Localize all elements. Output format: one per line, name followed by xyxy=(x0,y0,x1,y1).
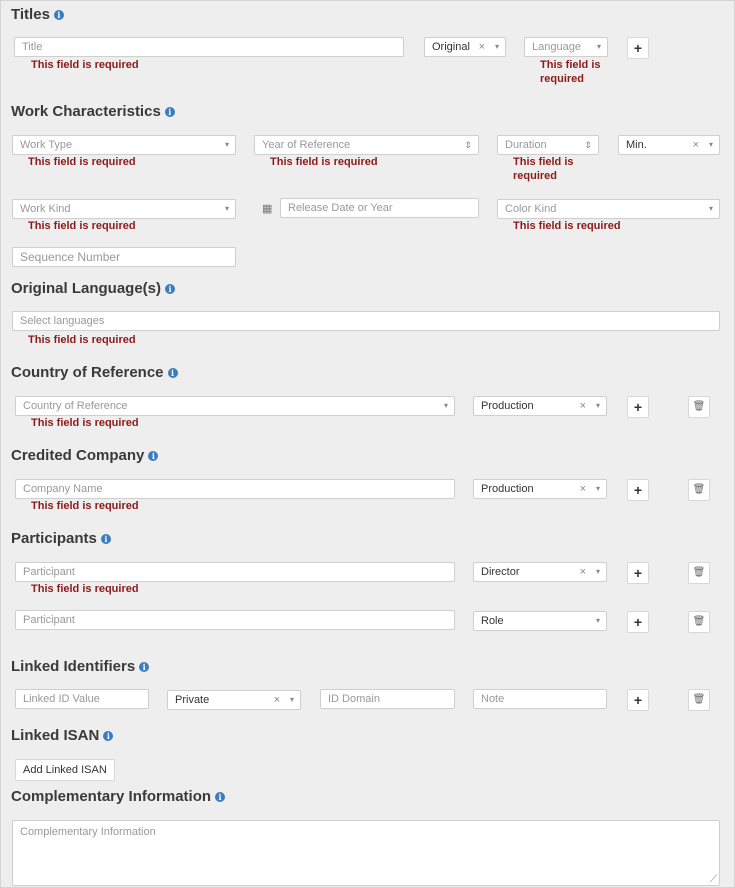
info-icon[interactable]: i xyxy=(54,10,64,20)
company-role-select[interactable]: Production × ▾ xyxy=(473,479,607,499)
add-participant-button[interactable]: + xyxy=(627,611,649,633)
add-linked-isan-button[interactable]: Add Linked ISAN xyxy=(15,759,115,781)
chevron-down-icon: ▾ xyxy=(595,484,600,493)
info-icon[interactable]: i xyxy=(148,451,158,461)
work-kind-select[interactable]: Work Kind ▾ xyxy=(12,199,236,219)
delete-participant-button[interactable]: 🗑 xyxy=(688,611,710,633)
release-date-input[interactable]: Release Date or Year xyxy=(280,198,479,218)
participants-heading xyxy=(11,530,111,547)
work-heading xyxy=(11,103,175,120)
participant-role-select[interactable]: Role ▾ xyxy=(473,611,607,631)
duration-error: This field is required xyxy=(513,156,574,182)
color-kind-error: This field is required xyxy=(513,220,621,232)
title-language-select[interactable]: Language ▾ xyxy=(524,37,608,57)
note-input[interactable]: Note xyxy=(473,689,607,709)
country-select[interactable]: Country of Reference ▾ xyxy=(15,396,455,416)
linked-id-value-input[interactable]: Linked ID Value xyxy=(15,689,149,709)
year-error: This field is required xyxy=(270,156,378,168)
title-input[interactable]: Title xyxy=(14,37,404,57)
work-kind-error: This field is required xyxy=(28,220,136,232)
complementary-heading xyxy=(11,788,225,805)
info-icon[interactable]: i xyxy=(103,731,113,741)
duration-unit-select[interactable]: Min. × ▾ xyxy=(618,135,720,155)
country-role-select[interactable]: Production × ▾ xyxy=(473,396,607,416)
participants-heading-text: Participants xyxy=(11,530,97,547)
company-heading xyxy=(11,447,158,464)
chevron-down-icon: ▾ xyxy=(596,42,601,51)
company-name-input[interactable]: Company Name xyxy=(15,479,455,499)
title-type-select[interactable]: Original × ▾ xyxy=(424,37,506,57)
chevron-down-icon: ▾ xyxy=(224,140,229,149)
participant-error: This field is required xyxy=(31,583,139,595)
work-type-select[interactable]: Work Type ▾ xyxy=(12,135,236,155)
titles-heading-text: Titles xyxy=(11,6,50,23)
info-icon[interactable]: i xyxy=(215,792,225,802)
info-icon[interactable]: i xyxy=(168,368,178,378)
calendar-icon[interactable]: ▦ xyxy=(262,203,273,215)
chevron-down-icon: ▾ xyxy=(595,616,600,625)
chevron-down-icon: ▾ xyxy=(224,204,229,213)
languages-heading-text: Original Language(s) xyxy=(11,280,162,297)
language-error: This field is required xyxy=(540,59,601,85)
delete-country-button[interactable]: 🗑 xyxy=(688,396,710,418)
chevron-down-icon: ▾ xyxy=(708,204,713,213)
chevron-down-icon: ▾ xyxy=(595,567,600,576)
participant-input[interactable]: Participant xyxy=(15,610,455,630)
add-title-button[interactable]: + xyxy=(627,37,649,59)
add-company-button[interactable]: + xyxy=(627,479,649,501)
languages-heading xyxy=(11,280,175,297)
info-icon[interactable]: i xyxy=(165,284,175,294)
linked-ids-heading xyxy=(11,658,149,675)
chevron-down-icon: ▾ xyxy=(708,140,713,149)
year-input[interactable]: Year of Reference ⇕ xyxy=(254,135,479,155)
delete-linked-id-button[interactable]: 🗑 xyxy=(688,689,710,711)
participant-input[interactable]: Participant xyxy=(15,562,455,582)
linked-isan-heading-text: Linked ISAN xyxy=(11,727,100,744)
delete-company-button[interactable]: 🗑 xyxy=(688,479,710,501)
title-error: This field is required xyxy=(31,59,139,71)
delete-participant-button[interactable]: 🗑 xyxy=(688,562,710,584)
participant-role-select[interactable]: Director × ▾ xyxy=(473,562,607,582)
linked-id-visibility-select[interactable]: Private × ▾ xyxy=(167,690,301,710)
sequence-number-input[interactable]: Sequence Number xyxy=(12,247,236,267)
chevron-down-icon: ▾ xyxy=(494,42,499,51)
complementary-textarea[interactable]: Complementary Information ⟋ xyxy=(12,820,720,886)
complementary-heading-text: Complementary Information xyxy=(11,788,212,805)
id-domain-input[interactable]: ID Domain xyxy=(320,689,455,709)
linked-isan-heading xyxy=(11,727,113,744)
chevron-down-icon: ▾ xyxy=(289,695,294,704)
add-linked-id-button[interactable]: + xyxy=(627,689,649,711)
clear-icon[interactable]: × xyxy=(478,41,485,53)
color-kind-select[interactable]: Color Kind ▾ xyxy=(497,199,720,219)
country-error: This field is required xyxy=(31,417,139,429)
clear-icon[interactable]: × xyxy=(273,694,280,706)
clear-icon[interactable]: × xyxy=(579,400,586,412)
info-icon[interactable]: i xyxy=(165,107,175,117)
resize-handle-icon[interactable]: ⟋ xyxy=(710,874,717,885)
duration-input[interactable]: Duration ⇕ xyxy=(497,135,599,155)
spinner-icon[interactable]: ⇕ xyxy=(464,140,472,150)
add-country-button[interactable]: + xyxy=(627,396,649,418)
chevron-down-icon: ▾ xyxy=(595,401,600,410)
languages-select[interactable]: Select languages xyxy=(12,311,720,331)
add-participant-button[interactable]: + xyxy=(627,562,649,584)
clear-icon[interactable]: × xyxy=(579,566,586,578)
work-heading-text: Work Characteristics xyxy=(11,103,161,120)
chevron-down-icon: ▾ xyxy=(443,401,448,410)
country-heading-text: Country of Reference xyxy=(11,364,164,381)
clear-icon[interactable]: × xyxy=(579,483,586,495)
spinner-icon[interactable]: ⇕ xyxy=(584,140,592,150)
languages-error: This field is required xyxy=(28,334,136,346)
company-heading-text: Credited Company xyxy=(11,447,145,464)
info-icon[interactable]: i xyxy=(101,534,111,544)
country-heading xyxy=(11,364,178,381)
info-icon[interactable]: i xyxy=(139,662,149,672)
company-error: This field is required xyxy=(31,500,139,512)
clear-icon[interactable]: × xyxy=(692,139,699,151)
linked-ids-heading-text: Linked Identifiers xyxy=(11,658,136,675)
titles-heading xyxy=(11,6,64,23)
work-type-error: This field is required xyxy=(28,156,136,168)
